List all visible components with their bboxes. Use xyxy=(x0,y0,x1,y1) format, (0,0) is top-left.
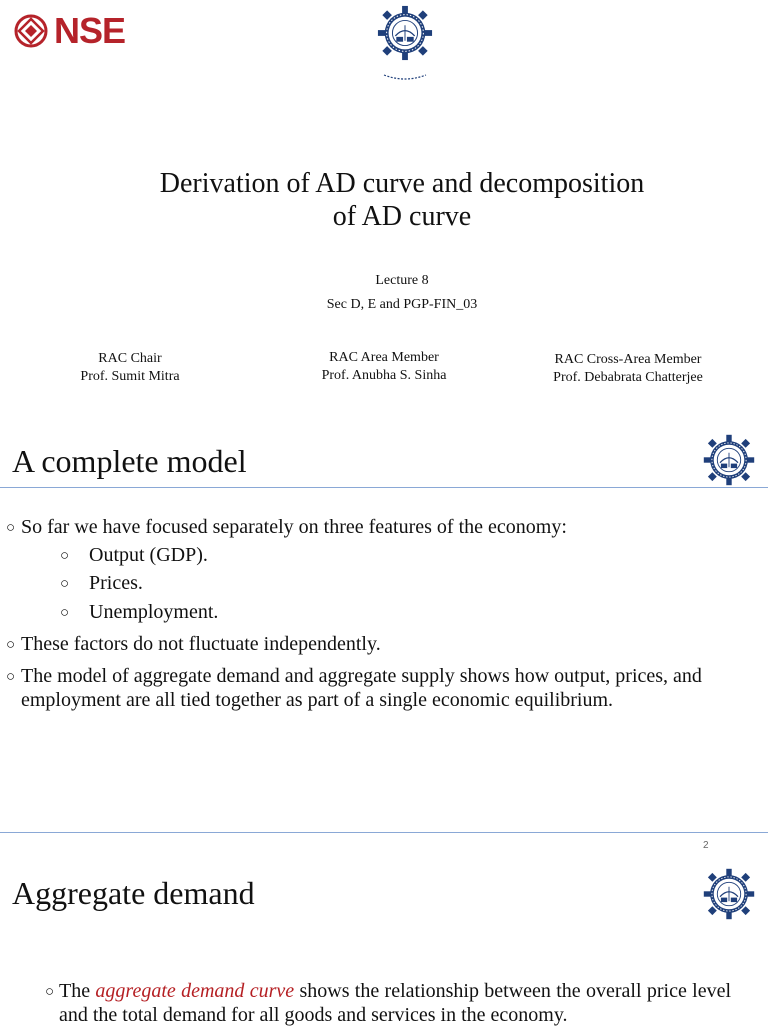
page-number: 2 xyxy=(703,840,709,851)
bullet-text: So far we have focused separately on three features of the economy: xyxy=(21,516,567,538)
rac-chair-role: RAC Chair xyxy=(98,351,162,366)
nse-emblem-icon xyxy=(14,14,48,48)
bullet-circle-icon: ○ xyxy=(6,637,16,653)
rac-cross-area-member xyxy=(528,351,728,387)
bullet-text xyxy=(59,979,731,1027)
bullet-rest: shows the relationship between the overall price level and the total demand for all goods and services in the economy. xyxy=(59,980,732,1026)
iim-calcutta-emblem-icon xyxy=(376,2,434,82)
title-divider xyxy=(0,487,768,488)
title-line-1: Derivation of AD curve and decomposition xyxy=(159,168,645,199)
bullet-circle-icon: ○ xyxy=(6,669,16,685)
bullet-item xyxy=(6,632,381,657)
slide-title: A complete model xyxy=(12,443,247,479)
bullet-circle-icon: ○ xyxy=(60,576,70,592)
bullet-prefix: The xyxy=(59,980,96,1002)
presentation-title xyxy=(0,167,768,233)
nse-logo xyxy=(14,12,125,50)
rac-area-role: RAC Area Member xyxy=(329,350,439,365)
rac-cross-name: Prof. Debabrata Chatterjee xyxy=(553,370,703,385)
sub-bullet-item xyxy=(60,571,143,596)
rac-chair xyxy=(40,350,220,386)
rac-area-name: Prof. Anubha S. Sinha xyxy=(321,368,447,383)
iim-calcutta-emblem-icon xyxy=(702,866,756,922)
bullet-text: These factors do not fluctuate independently. xyxy=(21,633,381,655)
rac-area-member xyxy=(294,349,474,385)
lecture-number: Lecture 8 xyxy=(375,273,429,288)
sub-bullet-text: Prices. xyxy=(89,572,143,594)
bullet-item xyxy=(6,515,567,540)
bullet-circle-icon: ○ xyxy=(6,520,16,536)
slide-bottom-divider xyxy=(0,832,768,833)
nse-wordmark: NSE xyxy=(54,10,126,51)
section-info: Sec D, E and PGP-FIN_03 xyxy=(326,297,478,312)
bullet-circle-icon: ○ xyxy=(60,605,70,621)
sub-bullet-item xyxy=(60,543,208,568)
sub-bullet-text: Output (GDP). xyxy=(89,544,208,566)
bullet-circle-icon: ○ xyxy=(60,548,70,564)
bullet-text: The model of aggregate demand and aggregate supply shows how output, prices, and employment are all tied together as part of a single economic equilibrium. xyxy=(21,665,702,711)
bullet-circle-icon: ○ xyxy=(45,984,55,1000)
iim-calcutta-emblem-icon xyxy=(702,432,756,488)
slide-title: Aggregate demand xyxy=(12,875,255,911)
rac-cross-role: RAC Cross-Area Member xyxy=(554,352,702,367)
rac-chair-name: Prof. Sumit Mitra xyxy=(80,369,180,384)
title-line-2: of AD curve xyxy=(332,201,472,232)
bullet-item xyxy=(45,979,731,1027)
bullet-item xyxy=(6,664,762,712)
sub-bullet-text: Unemployment. xyxy=(89,601,219,623)
emphasis-term: aggregate demand curve xyxy=(95,980,295,1002)
sub-bullet-item xyxy=(60,600,218,625)
